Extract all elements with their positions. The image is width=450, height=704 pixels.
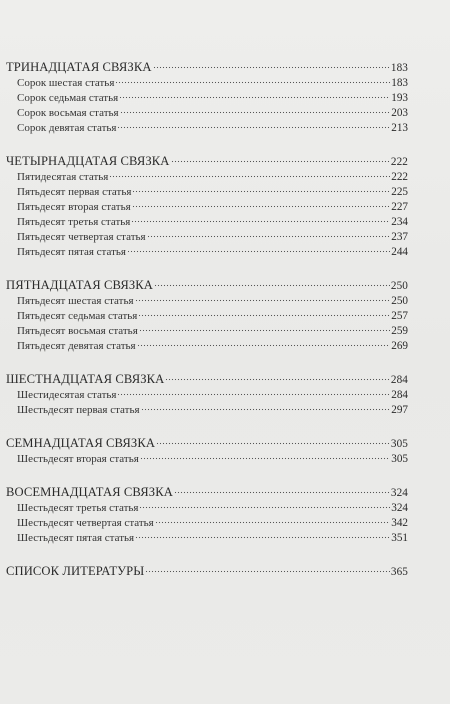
toc-heading: [6, 276, 408, 293]
toc-heading-title: ШЕСТНАДЦАТАЯ СВЯЗКА: [6, 371, 165, 386]
toc-section: [6, 562, 408, 579]
toc-heading: [6, 58, 408, 75]
toc-entry-page: 324: [391, 502, 408, 514]
toc-entry-page: 225: [391, 186, 408, 198]
toc-entry-title: Пятьдесят первая статья: [17, 186, 132, 198]
toc-heading: [6, 562, 408, 579]
toc-heading-title: СПИСОК ЛИТЕРАТУРЫ: [6, 563, 145, 578]
dot-leader: [120, 105, 391, 116]
toc-entry: [6, 90, 408, 105]
dot-leader: [156, 434, 390, 447]
toc-entry: [6, 293, 408, 308]
toc-entry-page: 297: [391, 404, 408, 416]
dot-leader: [174, 483, 390, 496]
toc-entry-title: Пятьдесят седьмая статья: [17, 310, 138, 322]
toc-heading-page: 365: [390, 565, 408, 578]
toc-entry: [6, 308, 408, 323]
toc-section: [6, 152, 408, 259]
toc-entry: [6, 214, 408, 229]
toc-entry-title: Шестьдесят первая статья: [17, 404, 140, 416]
toc-entry-page: 222: [391, 171, 408, 183]
toc-heading: [6, 370, 408, 387]
toc-heading-title: ТРИНАДЦАТАЯ СВЯЗКА: [6, 59, 152, 74]
toc-section: [6, 434, 408, 466]
toc-entry: [6, 387, 408, 402]
toc-entry-title: Пятьдесят третья статья: [17, 216, 131, 228]
toc-entry-title: Пятидесятая статья: [17, 171, 109, 183]
toc-entry-title: Сорок шестая статья: [17, 77, 115, 89]
dot-leader: [171, 152, 390, 165]
toc-heading: [6, 434, 408, 451]
toc-entry: [6, 451, 408, 466]
toc-heading-page: 250: [390, 279, 408, 292]
toc-entry-title: Пятьдесят четвертая статья: [17, 231, 146, 243]
toc-heading-page: 284: [390, 373, 408, 386]
toc-entry-page: 351: [391, 532, 408, 544]
toc-section: [6, 370, 408, 417]
toc-entry-page: 305: [391, 453, 408, 465]
toc-entry-page: 250: [391, 295, 408, 307]
dot-leader: [127, 244, 390, 255]
toc-entry: [6, 75, 408, 90]
toc-section: [6, 483, 408, 545]
toc-entry: [6, 244, 408, 259]
toc-entry: [6, 199, 408, 214]
toc-entry: [6, 184, 408, 199]
dot-leader: [109, 169, 390, 180]
toc-entry-title: Пятьдесят девятая статья: [17, 340, 136, 352]
toc-entry: [6, 515, 408, 530]
toc-entry-page: 284: [391, 389, 408, 401]
toc-entry-title: Шестидесятая статья: [17, 389, 117, 401]
toc-entry-page: 342: [391, 517, 408, 529]
toc-entry: [6, 323, 408, 338]
toc-entry-page: 257: [391, 310, 408, 322]
toc-heading-page: 324: [390, 486, 408, 499]
dot-leader: [153, 58, 390, 71]
dot-leader: [139, 500, 390, 511]
toc-entry-title: Сорок девятая статья: [17, 122, 117, 134]
toc-entry-page: 244: [391, 246, 408, 258]
dot-leader: [132, 199, 391, 210]
toc-entry-title: Сорок седьмая статья: [17, 92, 119, 104]
dot-leader: [154, 276, 390, 289]
toc-heading: [6, 152, 408, 169]
toc-entry-page: 234: [391, 216, 408, 228]
toc-entry: [6, 229, 408, 244]
dot-leader: [147, 229, 391, 240]
toc-entry: [6, 338, 408, 353]
dot-leader: [115, 75, 390, 86]
toc-entry: [6, 530, 408, 545]
dot-leader: [139, 323, 390, 334]
table-of-contents: [6, 58, 408, 596]
dot-leader: [137, 338, 391, 349]
toc-section: [6, 58, 408, 135]
toc-entry: [6, 105, 408, 120]
toc-entry-page: 203: [391, 107, 408, 119]
toc-entry-title: Пятьдесят пятая статья: [17, 246, 126, 258]
toc-entry-page: 193: [391, 92, 408, 104]
dot-leader: [165, 370, 390, 383]
toc-entry-title: Шестьдесят четвертая статья: [17, 517, 154, 529]
toc-entry: [6, 120, 408, 135]
dot-leader: [155, 515, 390, 526]
toc-entry-page: 213: [391, 122, 408, 134]
dot-leader: [119, 90, 390, 101]
toc-heading-title: ПЯТНАДЦАТАЯ СВЯЗКА: [6, 277, 153, 292]
toc-entry-title: Шестьдесят пятая статья: [17, 532, 135, 544]
toc-entry-title: Пятьдесят шестая статья: [17, 295, 134, 307]
dot-leader: [117, 387, 390, 398]
toc-entry-page: 259: [391, 325, 408, 337]
dot-leader: [135, 530, 390, 541]
toc-section: [6, 276, 408, 353]
dot-leader: [145, 562, 390, 575]
toc-entry: [6, 500, 408, 515]
dot-leader: [117, 120, 390, 131]
toc-entry-title: Шестьдесят вторая статья: [17, 453, 139, 465]
toc-entry-page: 227: [391, 201, 408, 213]
dot-leader: [141, 402, 391, 413]
toc-entry: [6, 402, 408, 417]
toc-heading-title: СЕМНАДЦАТАЯ СВЯЗКА: [6, 435, 156, 450]
dot-leader: [140, 451, 390, 462]
toc-entry-page: 237: [391, 231, 408, 243]
toc-heading: [6, 483, 408, 500]
toc-heading-page: 222: [390, 155, 408, 168]
toc-heading-page: 305: [390, 437, 408, 450]
dot-leader: [135, 293, 391, 304]
dot-leader: [138, 308, 390, 319]
toc-entry-title: Пятьдесят восьмая статья: [17, 325, 138, 337]
toc-heading-page: 183: [390, 61, 408, 74]
dot-leader: [131, 214, 390, 225]
toc-entry: [6, 169, 408, 184]
toc-heading-title: ВОСЕМНАДЦАТАЯ СВЯЗКА: [6, 484, 173, 499]
toc-entry-title: Пятьдесят вторая статья: [17, 201, 131, 213]
toc-entry-page: 269: [391, 340, 408, 352]
toc-heading-title: ЧЕТЫРНАДЦАТАЯ СВЯЗКА: [6, 153, 170, 168]
dot-leader: [132, 184, 390, 195]
toc-entry-title: Сорок восьмая статья: [17, 107, 119, 119]
toc-entry-page: 183: [391, 77, 408, 89]
toc-entry-title: Шестьдесят третья статья: [17, 502, 139, 514]
